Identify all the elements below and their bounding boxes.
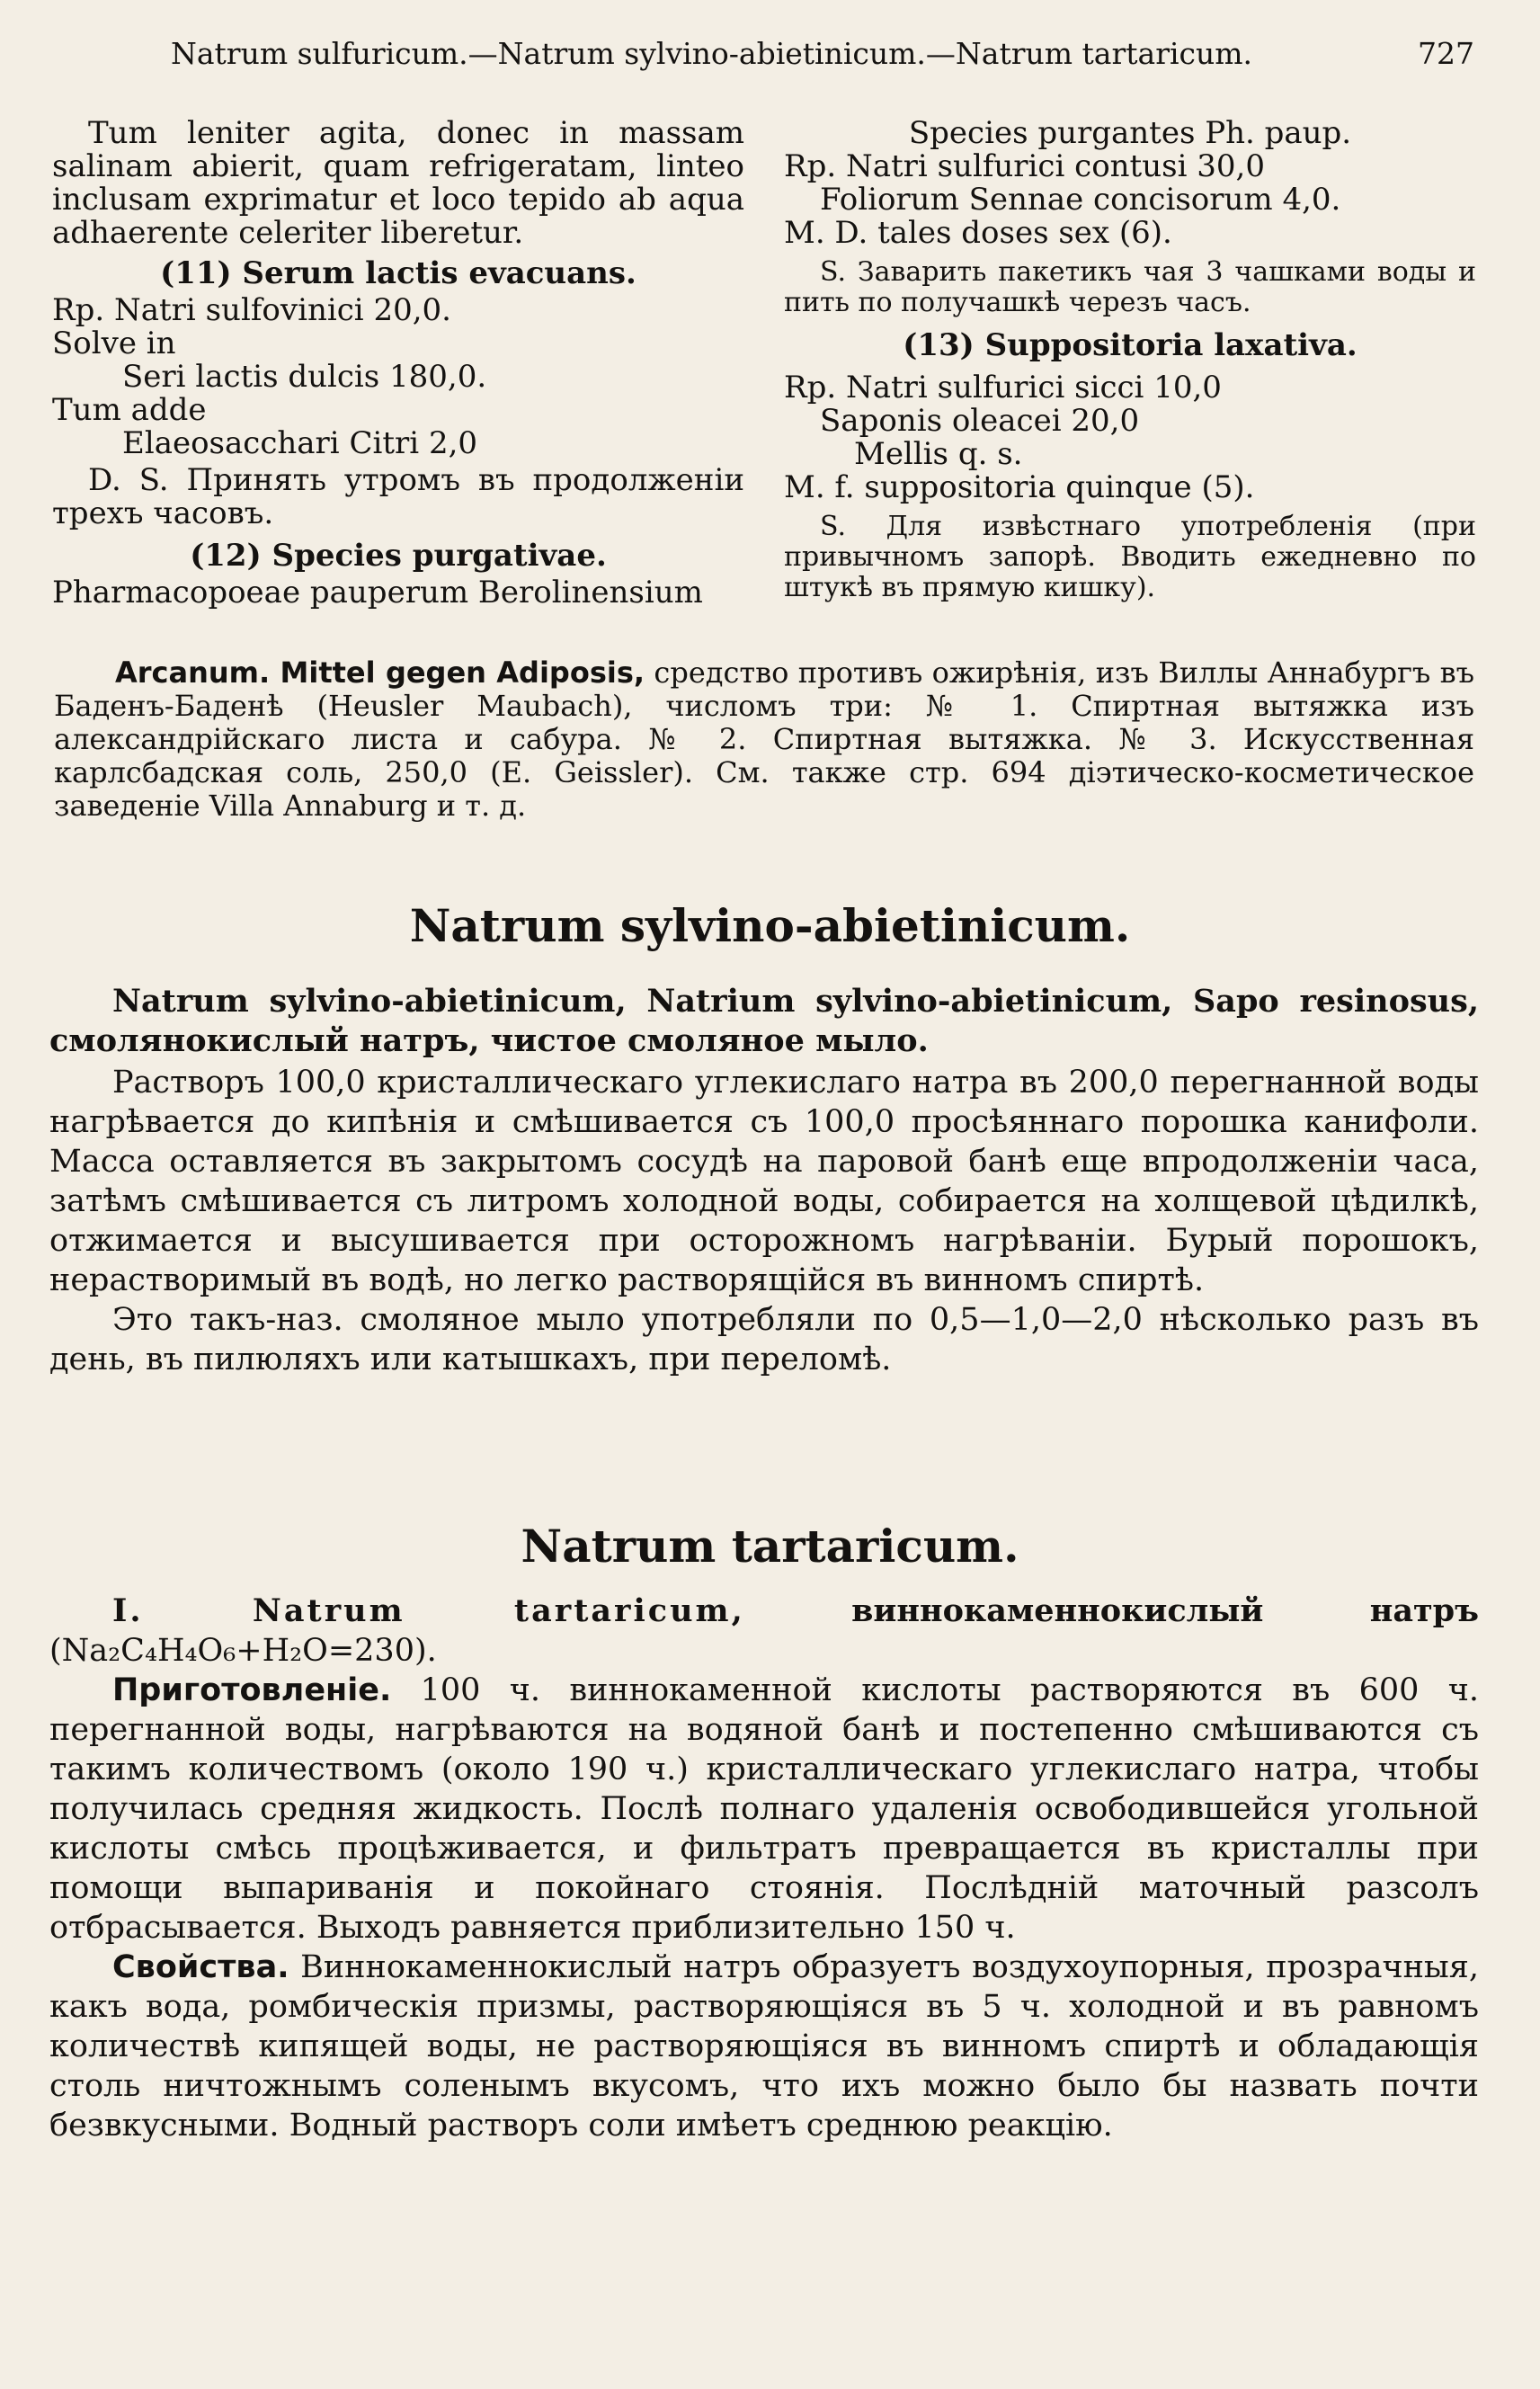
recipe-11-title: (11) Serum lactis evacuans. [160,255,636,291]
right-column [784,117,1476,603]
arcanum-paragraph [54,656,1474,823]
right-line: M. D. tales doses sex (6). [784,215,1172,251]
tartaricum-properties [49,1948,1479,2145]
tartaricum-item-lead: I. Natrum tartaricum, [112,1592,745,1629]
recipe-11-line: Tum adde [52,392,207,428]
right-line: Species purgantes Ph. paup. [908,115,1352,151]
arcanum-text: средство противъ ожирѣнія, изъ Виллы Аннабургъ въ Баденъ-Баденѣ (Heusler Maubach), числомъ три: № 1. Спиртная вытяжка изъ александрійскаго листа и сабура. № 2. Спиртная вытяжка. № 3. Искусственная карлсбадская соль, 250,0 (E. Geissler). См. также стр. 694 діэтическо-косметическое заведеніе Villa Annaburg и т. д. [54,655,1475,823]
sylvino-names: Natrum sylvino-abietinicum, Natrium sylvino-abietinicum, Sapo resinosus, смолянокислый натръ, чистое смоляное мыло. [49,983,1479,1059]
page-number: 727 [1418,36,1474,71]
tartaricum-section [49,1591,1479,2145]
tartaricum-preparation [49,1671,1479,1948]
recipe-11-line: Elaeosacchari Citri 2,0 [122,425,478,461]
right-line: M. f. suppositoria quinque (5). [784,469,1255,505]
left-paragraph: Tum leniter agita, donec in massam salinam abierit, quam refrigeratam, linteo inclusam exprimatur et loco tepido ab aqua adhaerente celeriter liberetur. [52,115,744,251]
recipe-12-title: (12) Species purgativae. [190,538,607,574]
right-line: Rp. Natri sulfurici sicci 10,0 [784,370,1222,406]
right-signa: S. Для извѣстнаго употребленія (при привычномъ запорѣ. Вводить ежедневно по штукѣ въ прямую кишку). [784,511,1476,603]
right-line: Mellis q. s. [854,436,1023,472]
tartaricum-formula: (Na₂C₄H₄O₆+H₂O=230). [49,1633,437,1669]
tartaricum-item-ru: виннокаменнокислый натръ [744,1592,1479,1629]
arcanum-lead: Arcanum. Mittel gegen Adiposis, [115,655,645,690]
preparation-label: Приготовленіе. [112,1672,392,1708]
properties-text: Виннокаменнокислый натръ образуетъ воздухоупорныя, прозрачныя, какъ вода, ромбическія призмы, растворяющіяся въ 5 ч. холодной и въ равномъ количествѣ кипящей воды, не растворяющіяся въ винномъ спиртѣ и обладающія столь ничтожнымъ соленымъ вкусомъ, что ихъ можно было бы назвать почти безвкусными. Водный растворъ соли имѣетъ среднюю реакцію. [49,1949,1479,2144]
section-heading-sylvino: Natrum sylvino-abietinicum. [409,899,1131,952]
running-header [162,36,1474,81]
left-column [52,117,744,610]
right-line: Foliorum Sennae concisorum 4,0. [820,182,1341,218]
running-title: Natrum sulfuricum.—Natrum sylvino-abietinicum.—Natrum tartaricum. [171,36,1253,71]
properties-label: Свойства. [112,1949,289,1985]
recipe-11-line: Solve in [52,325,176,361]
right-signa: S. Заварить пакетикъ чая 3 чашками воды и пить по получашкѣ черезъ часъ. [784,256,1476,318]
recipe-13-title: (13) Suppositoria laxativa. [903,327,1358,363]
preparation-text: 100 ч. виннокаменной кислоты растворяются въ 600 ч. перегнанной воды, нагрѣваются на водяной банѣ и постепенно смѣшиваются съ такимъ количествомъ (около 190 ч.) кристаллическаго углекислаго натра, чтобы получилась средняя жидкость. Послѣ полнаго удаленія освободившейся угольной кислоты смѣсь процѣживается, и фильтратъ превращается въ кристаллы при помощи выпариванія и покойнаго стоянія. Послѣдній маточный разсолъ отбрасывается. Выходъ равняется приблизительно 150 ч. [49,1672,1479,1946]
recipe-11-signa: D. S. Принять утромъ въ продолженіи трехъ часовъ. [52,462,744,531]
sylvino-section [49,982,1479,1379]
recipe-11-line: Rp. Natri sulfovinici 20,0. [52,292,451,328]
right-line: Saponis oleacei 20,0 [820,403,1140,439]
sylvino-paragraph: Растворъ 100,0 кристаллическаго углекислаго натра въ 200,0 перегнанной воды нагрѣвается до кипѣнія и смѣшивается съ 100,0 просѣяннаго порошка канифоли. Масса оставляется въ закрытомъ сосудѣ на паровой банѣ еще впродолженіи часа, затѣмъ смѣшивается съ литромъ холодной воды, собирается на холщевой цѣдилкѣ, отжимается и высушивается при осторожномъ нагрѣваніи. Бурый порошокъ, нерастворимый въ водѣ, но легко растворящійся въ винномъ спиртѣ. [49,1065,1479,1298]
recipe-12-line: Pharmacopoeae pauperum Berolinensium [52,575,703,611]
section-heading-tartaricum: Natrum tartaricum. [521,1520,1019,1573]
right-line: Rp. Natri sulfurici contusi 30,0 [784,148,1265,184]
recipe-11-line: Seri lactis dulcis 180,0. [122,359,487,395]
tartaricum-item [49,1591,1479,1671]
sylvino-paragraph: Это такъ-наз. смоляное мыло употребляли по 0,5—1,0—2,0 нѣсколько разъ въ день, въ пилюляхъ или катышкахъ, при переломѣ. [49,1302,1479,1377]
